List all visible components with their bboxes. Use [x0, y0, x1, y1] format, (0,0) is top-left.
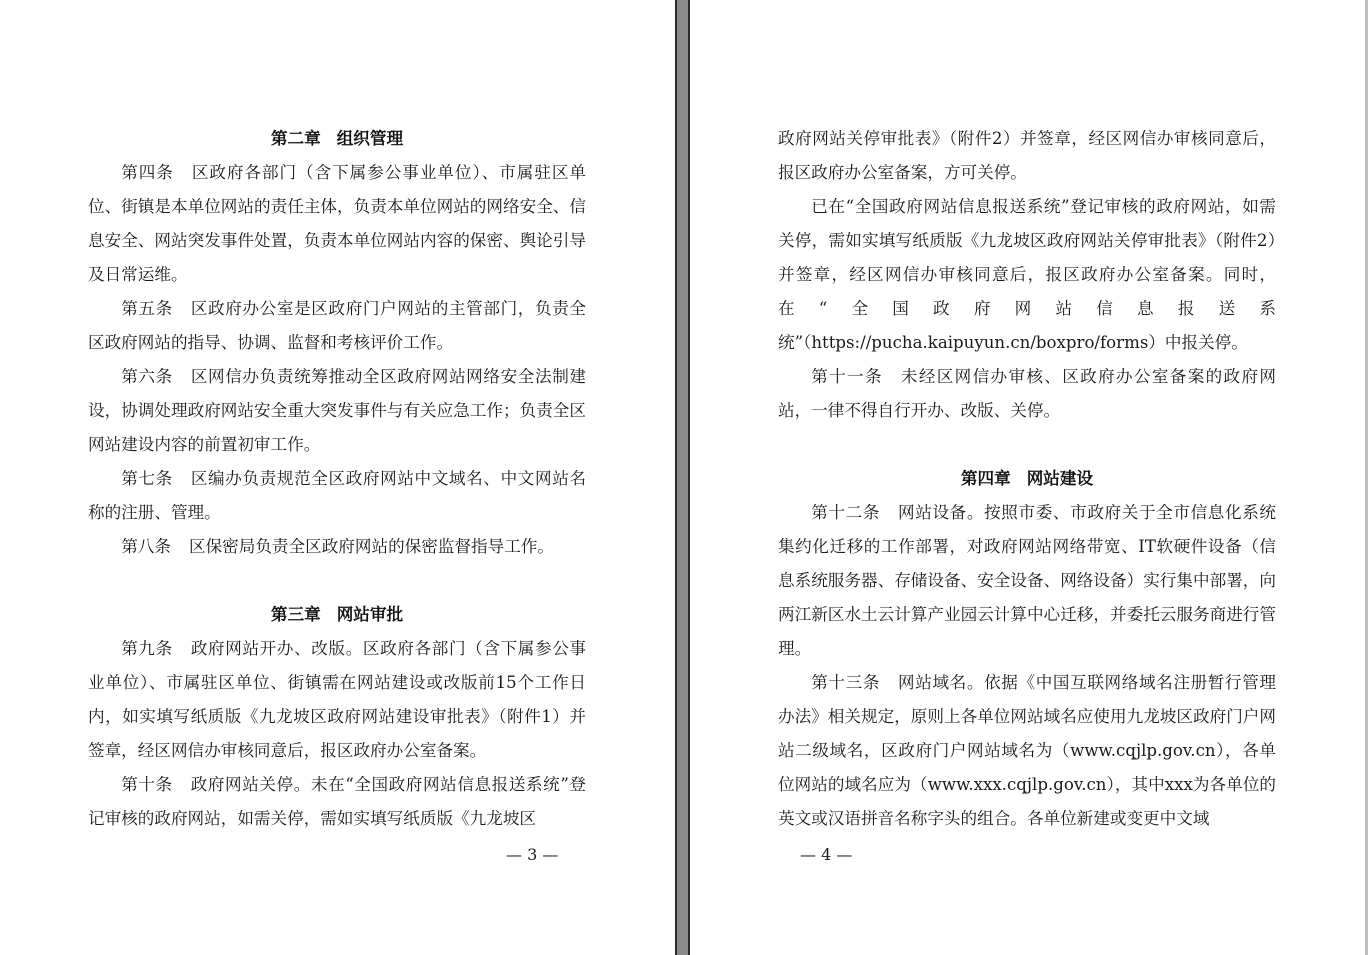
article-paragraph — [88, 156, 586, 292]
article-number: 第六条 — [121, 367, 173, 386]
article-text: 政府网站关停。未在“全国政府网站信息报送系统”登记审核的政府网站，如需关停，需如实填写纸质版《九龙坡区 — [88, 775, 586, 828]
article-text: 未经区网信办审核、区政府办公室备案的政府网站，一律不得自行开办、改版、关停。 — [778, 367, 1276, 420]
article-text: 网站设备。按照市委、市政府关于全市信息化系统集约化迁移的工作部署，对政府网站网络带宽、IT软硬件设备（信息系统服务器、存储设备、安全设备、网络设备）实行集中部署，向两江新区水土云计算产业园云计算中心迁移，并委托云服务商进行管理。 — [778, 503, 1277, 658]
article-paragraph — [88, 360, 586, 462]
article-number: 第四条 — [121, 163, 174, 182]
page-text-body — [88, 122, 586, 836]
article-paragraph — [88, 632, 586, 768]
article-number: 第十条 — [121, 775, 173, 794]
article-paragraph — [778, 666, 1276, 836]
article-paragraph — [778, 190, 1276, 360]
chapter-label: 第四章 — [960, 469, 1011, 488]
section-spacer — [778, 428, 1276, 462]
page-number: — 3 — — [506, 845, 559, 864]
document-page-left — [0, 0, 675, 955]
article-paragraph — [88, 530, 586, 564]
chapter-title: 组织管理 — [336, 129, 404, 148]
article-paragraph — [88, 768, 586, 836]
page-border-left — [675, 0, 677, 955]
article-number: 第七条 — [121, 469, 173, 488]
continued-paragraph — [778, 122, 1276, 190]
chapter-title: 网站建设 — [1026, 469, 1094, 488]
article-number: 第十三条 — [811, 673, 881, 692]
chapter-heading — [778, 462, 1276, 496]
article-text: 政府网站开办、改版。区政府各部门（含下属参公事业单位）、市属驻区单位、街镇需在网站建设或改版前15个工作日内，如实填写纸质版《九龙坡区政府网站建设审批表》（附件1）并签章，经区网信办审核同意后，报区政府办公室备案。 — [88, 639, 587, 760]
page-number: — 4 — — [800, 845, 853, 864]
chapter-heading — [88, 122, 586, 156]
article-paragraph — [778, 496, 1276, 666]
article-text: 已在“全国政府网站信息报送系统”登记审核的政府网站，如需关停，需如实填写纸质版《九龙坡区政府网站关停审批表》（附件2）并签章，经区网信办审核同意后，报区政府办公室备案。同时，在“全国政府网站信息报送系统”（https://pucha.kaipuyun.cn/boxpro/forms）中报关停。 — [778, 197, 1276, 352]
page-text-body — [778, 122, 1276, 836]
article-paragraph — [778, 360, 1276, 428]
article-number: 第十二条 — [811, 503, 881, 522]
section-spacer — [88, 564, 586, 598]
article-number: 第八条 — [121, 537, 171, 556]
article-text: 区网信办负责统筹推动全区政府网站网络安全法制建设，协调处理政府网站安全重大突发事件与有关应急工作；负责全区网站建设内容的前置初审工作。 — [88, 367, 587, 454]
article-text: 区保密局负责全区政府网站的保密监督指导工作。 — [188, 537, 555, 556]
article-text: 政府网站关停审批表》（附件2）并签章，经区网信办审核同意后，报区政府办公室备案，方可关停。 — [778, 129, 1276, 182]
article-text: 区政府办公室是区政府门户网站的主管部门，负责全区政府网站的指导、协调、监督和考核评价工作。 — [88, 299, 587, 352]
chapter-title: 网站审批 — [336, 605, 404, 624]
article-paragraph — [88, 462, 586, 530]
article-text: 区编办负责规范全区政府网站中文域名、中文网站名称的注册、管理。 — [88, 469, 587, 522]
article-number: 第五条 — [121, 299, 173, 318]
article-number: 第十一条 — [811, 367, 883, 386]
chapter-label: 第三章 — [270, 605, 321, 624]
chapter-label: 第二章 — [270, 129, 321, 148]
article-number: 第九条 — [121, 639, 173, 658]
article-text: 网站域名。依据《中国互联网络域名注册暂行管理办法》相关规定，原则上各单位网站域名应使用九龙坡区政府门户网站二级域名，区政府门户网站域名为（www.cqjlp.gov.cn），各单位网站的域名应为（www.xxx.cqjlp.gov.cn），其中xxx为各单位的英文或汉语拼音名称字头的组合。各单位新建或变更中文域 — [778, 673, 1277, 828]
article-paragraph — [88, 292, 586, 360]
document-page-right — [690, 0, 1368, 955]
chapter-heading — [88, 598, 586, 632]
article-text: 区政府各部门（含下属参公事业单位）、市属驻区单位、街镇是本单位网站的责任主体，负责本单位网站的网络安全、信息安全、网站突发事件处置，负责本单位网站内容的保密、舆论引导及日常运维。 — [88, 163, 586, 284]
